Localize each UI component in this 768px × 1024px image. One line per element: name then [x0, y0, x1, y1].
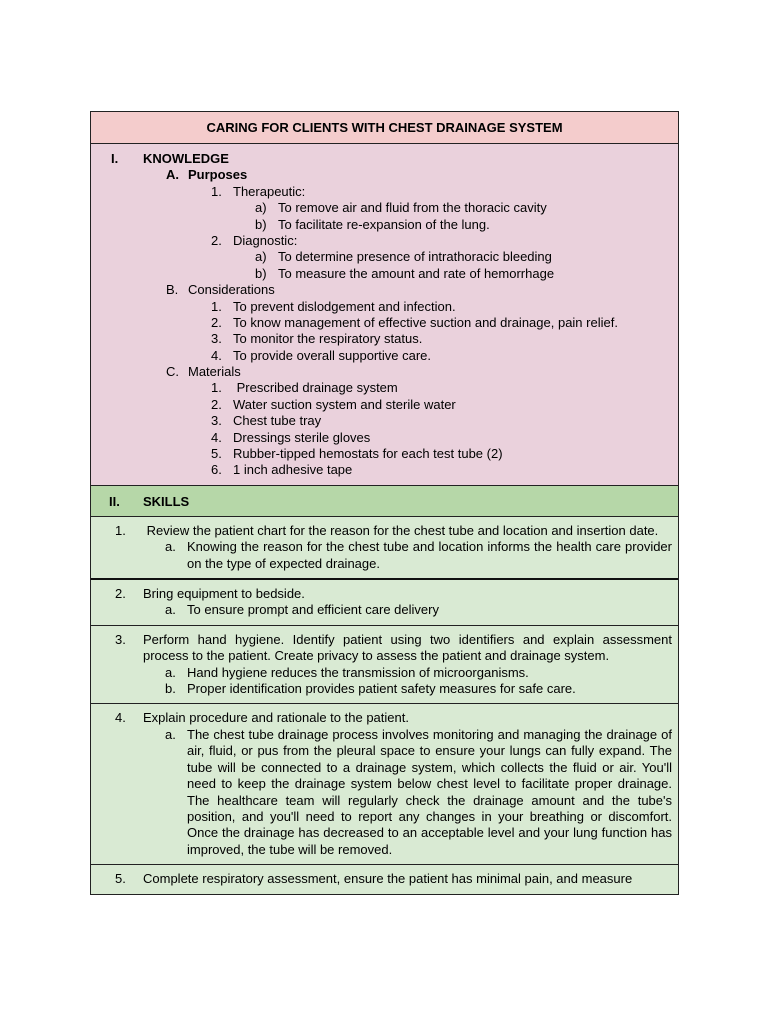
list-number: 1.: [211, 380, 222, 396]
sub-letter: a.: [165, 602, 176, 618]
list-item: Rubber-tipped hemostats for each test tube (2): [233, 446, 503, 462]
section-heading: KNOWLEDGE: [143, 151, 229, 166]
sub-letter: a.: [165, 726, 176, 742]
list-item: To remove air and fluid from the thoracic cavity: [278, 200, 547, 216]
step-text: Perform hand hygiene. Identify patient using two identifiers and explain assessment process to the patient. Create privacy to assess the patient and drainage system.: [143, 631, 672, 664]
sub-text: The chest tube drainage process involves monitoring and managing the drainage of air, fluid, or pus from the pleural space to ensure your lungs can fully expand. The tube will be connected to a drainage system, which collects the fluid or air. You'll need to keep the drainage system below chest level to facilitate proper drainage. The healthcare team will regularly check the drainage amount and the tube's position, and you'll need to report any changes in your breathing or discomfort. Once the drainage has decreased to an acceptable level and your lung function has improved, the tube will be removed.: [187, 726, 672, 857]
list-letter: a): [255, 200, 267, 216]
step-text: Review the patient chart for the reason for the chest tube and location and insertion date.: [143, 522, 659, 538]
list-item: Chest tube tray: [233, 413, 322, 429]
list-number: 4.: [211, 429, 222, 445]
sub-text: Hand hygiene reduces the transmission of microorganisms.: [187, 664, 529, 680]
skill-step: [91, 865, 678, 894]
list-number: 5.: [211, 446, 222, 462]
subsection-letter: B.: [166, 282, 179, 298]
list-number: 3.: [211, 331, 222, 347]
step-text: Explain procedure and rationale to the patient.: [143, 710, 409, 726]
list-item: Therapeutic:: [233, 183, 306, 199]
list-item: To prevent dislodgement and infection.: [233, 298, 456, 314]
sub-text: Knowing the reason for the chest tube and location informs the health care provider on the type of expected drainage.: [187, 539, 672, 571]
list-number: 1.: [211, 298, 222, 314]
list-item: Dressings sterile gloves: [233, 429, 371, 445]
knowledge-section: [91, 144, 678, 486]
subsection-letter: C.: [166, 364, 179, 380]
list-letter: b): [255, 216, 267, 232]
list-item: Diagnostic:: [233, 232, 298, 248]
subsection-heading: Purposes: [188, 167, 248, 183]
section-numeral: II.: [109, 493, 120, 509]
step-number: 5.: [115, 871, 126, 887]
step-number: 2.: [115, 586, 126, 602]
section-numeral: I.: [111, 151, 119, 166]
list-number: 6.: [211, 462, 222, 478]
list-number: 2.: [211, 232, 222, 248]
list-item: Water suction system and sterile water: [233, 396, 456, 412]
list-item: To monitor the respiratory status.: [233, 331, 423, 347]
step-number: 4.: [115, 710, 126, 726]
step-number: 1.: [115, 522, 126, 538]
step-text: Bring equipment to bedside.: [143, 586, 305, 602]
subsection-heading: Materials: [188, 364, 241, 380]
skills-section-header: [91, 486, 678, 517]
list-item: To determine presence of intrathoracic bleeding: [278, 249, 552, 265]
step-text: Complete respiratory assessment, ensure the patient has minimal pain, and measure: [143, 871, 633, 887]
sub-text: Proper identification provides patient safety measures for safe care.: [187, 681, 576, 697]
list-number: 4.: [211, 347, 222, 363]
list-item: To know management of effective suction and drainage, pain relief.: [233, 314, 618, 330]
skill-step: [91, 517, 678, 580]
document-title: CARING FOR CLIENTS WITH CHEST DRAINAGE SYSTEM: [91, 112, 678, 144]
list-number: 3.: [211, 413, 222, 429]
list-number: 2.: [211, 396, 222, 412]
procedure-table: [90, 111, 679, 895]
list-letter: b): [255, 265, 267, 281]
skill-step: [91, 626, 678, 705]
step-number: 3.: [115, 631, 126, 647]
list-item: To measure the amount and rate of hemorrhage: [278, 265, 555, 281]
subsection-heading: Considerations: [188, 282, 275, 298]
sub-letter: a.: [165, 539, 176, 555]
subsection-letter: A.: [166, 167, 179, 183]
list-item: 1 inch adhesive tape: [233, 462, 353, 478]
list-item: To provide overall supportive care.: [233, 347, 431, 363]
list-item: Prescribed drainage system: [233, 380, 398, 396]
list-letter: a): [255, 249, 267, 265]
skill-step: [91, 704, 678, 865]
section-heading: SKILLS: [143, 493, 190, 509]
list-number: 2.: [211, 314, 222, 330]
list-number: 1.: [211, 183, 222, 199]
skill-step: [91, 580, 678, 626]
sub-text: To ensure prompt and efficient care delivery: [187, 602, 439, 618]
sub-letter: b.: [165, 681, 176, 697]
sub-letter: a.: [165, 664, 176, 680]
list-item: To facilitate re-expansion of the lung.: [278, 216, 490, 232]
